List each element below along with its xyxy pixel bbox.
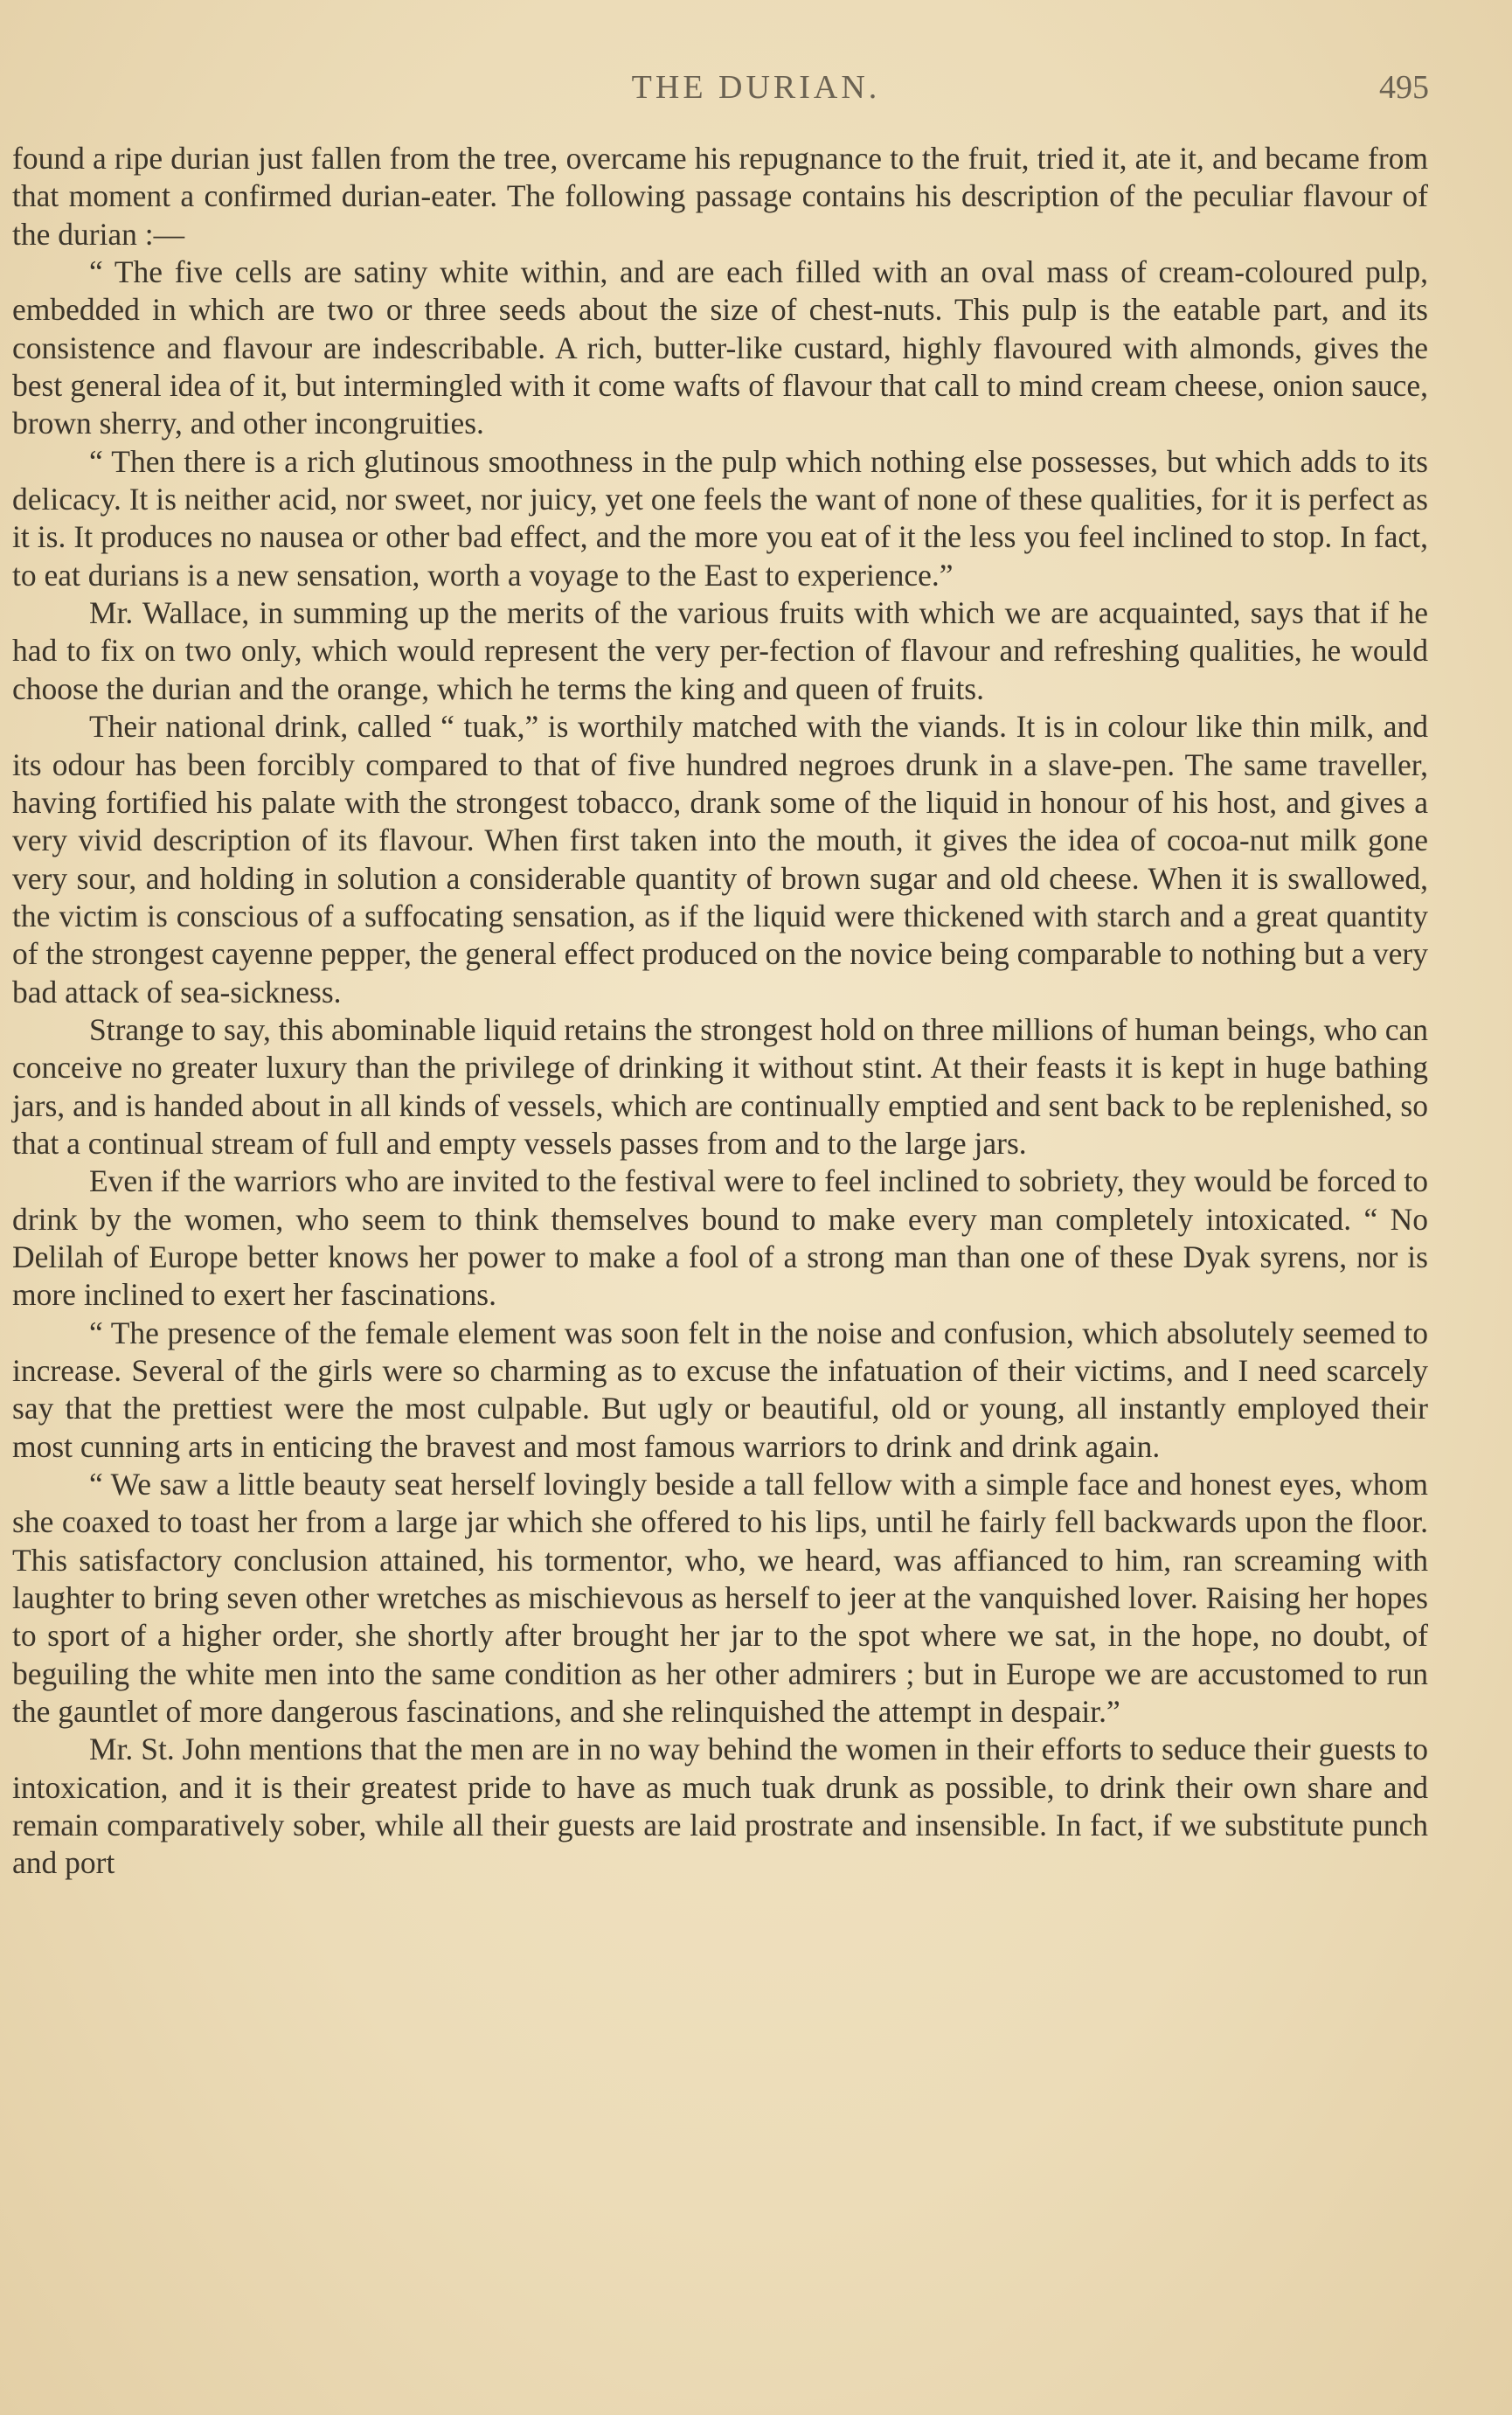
paragraph: Mr. St. John mentions that the men are in no way behind the women in their efforts to seduce their guests to intoxication, and it is their greatest pride to have as much tuak drunk as possible, to drink their own share and remain comparatively sober, while all their guests are laid prostrate and insensible. In fact, if we substitute punch and port xyxy=(12,1731,1428,1881)
paragraph: “ We saw a little beauty seat herself lovingly beside a tall fellow with a simple face and honest eyes, whom she coaxed to toast her from a large jar which she offered to his lips, until he fairly fell backwards upon the floor. This satisfactory conclusion attained, his tormentor, who, we heard, was affianced to him, ran screaming with laughter to bring seven other wretches as mischievous as herself to jeer at the vanquished lover. Raising her hopes to sport of a higher order, she shortly after brought her jar to the spot where we sat, in the hope, no doubt, of beguiling the white men into the same condition as her other admirers ; but in Europe we are accustomed to run the gauntlet of more dangerous fascinations, and she relinquished the attempt in despair.” xyxy=(12,1467,1428,1730)
paragraph: found a ripe durian just fallen from the tree, overcame his repugnance to the fruit, tried it, ate it, and became from that moment a confirmed durian-eater. The following passage contains his description of the peculiar flavour of the durian :— xyxy=(12,141,1428,252)
paragraph: “ The five cells are satiny white within, and are each filled with an oval mass of cream-coloured pulp, embedded in which are two or three seeds about the size of chest-nuts. This pulp is the eatable part, and its consistence and flavour are indescribable. A rich, butter-like custard, highly flavoured with almonds, gives the best general idea of it, but intermingled with it come wafts of flavour that call to mind cream cheese, onion sauce, brown sherry, and other incongruities. xyxy=(12,254,1428,441)
running-head xyxy=(0,68,1512,121)
paragraph: Mr. Wallace, in summing up the merits of the various fruits with which we are acquainted, says that if he had to fix on two only, which would represent the very per-fection of flavour and refreshing qualities, he would choose the durian and the orange, which he terms the king and queen of fruits. xyxy=(12,595,1428,706)
body-text xyxy=(12,140,1428,1883)
paragraph: Even if the warriors who are invited to the festival were to feel inclined to sobriety, they would be forced to drink by the women, who seem to think themselves bound to make every man completely intoxicated. “ No Delilah of Europe better knows her power to make a fool of a strong man than one of these Dyak syrens, nor is more inclined to exert her fascinations. xyxy=(12,1163,1428,1313)
paragraph: Strange to say, this abominable liquid retains the strongest hold on three millions of human beings, who can conceive no greater luxury than the privilege of drinking it without stint. At their feasts it is kept in huge bathing jars, and is handed about in all kinds of vessels, which are continually emptied and sent back to be replenished, so that a continual stream of full and empty vessels passes from and to the large jars. xyxy=(12,1011,1428,1161)
paragraph: Their national drink, called “ tuak,” is worthily matched with the viands. It is in colour like thin milk, and its odour has been forcibly compared to that of five hundred negroes drunk in a slave-pen. The same traveller, having fortified his palate with the strongest tobacco, drank some of the liquid in honour of his host, and gives a very vivid description of its flavour. When first taken into the mouth, it gives the idea of cocoa-nut milk gone very sour, and holding in solution a considerable quantity of brown sugar and old cheese. When it is swallowed, the victim is conscious of a suffocating sensation, as if the liquid were thickened with starch and a great quantity of the strongest cayenne pepper, the general effect produced on the novice being comparable to nothing but a very bad attack of sea-sickness. xyxy=(12,709,1428,1010)
paragraph: “ The presence of the female element was soon felt in the noise and confusion, which absolutely seemed to increase. Several of the girls were so charming as to excuse the infatuation of their victims, and I need scarcely say that the prettiest were the most culpable. But ugly or beautiful, old or young, all instantly employed their most cunning arts in enticing the bravest and most famous warriors to drink and drink again. xyxy=(12,1315,1428,1464)
paragraph: “ Then there is a rich glutinous smoothness in the pulp which nothing else possesses, but which adds to its delicacy. It is neither acid, nor sweet, nor juicy, yet one feels the want of none of these qualities, for it is perfect as it is. It produces no nausea or other bad effect, and the more you eat of it the less you feel inclined to stop. In fact, to eat durians is a new sensation, worth a voyage to the East to experience.” xyxy=(12,443,1428,593)
page-number: 495 xyxy=(1379,69,1429,106)
running-title: THE DURIAN. xyxy=(631,69,881,106)
